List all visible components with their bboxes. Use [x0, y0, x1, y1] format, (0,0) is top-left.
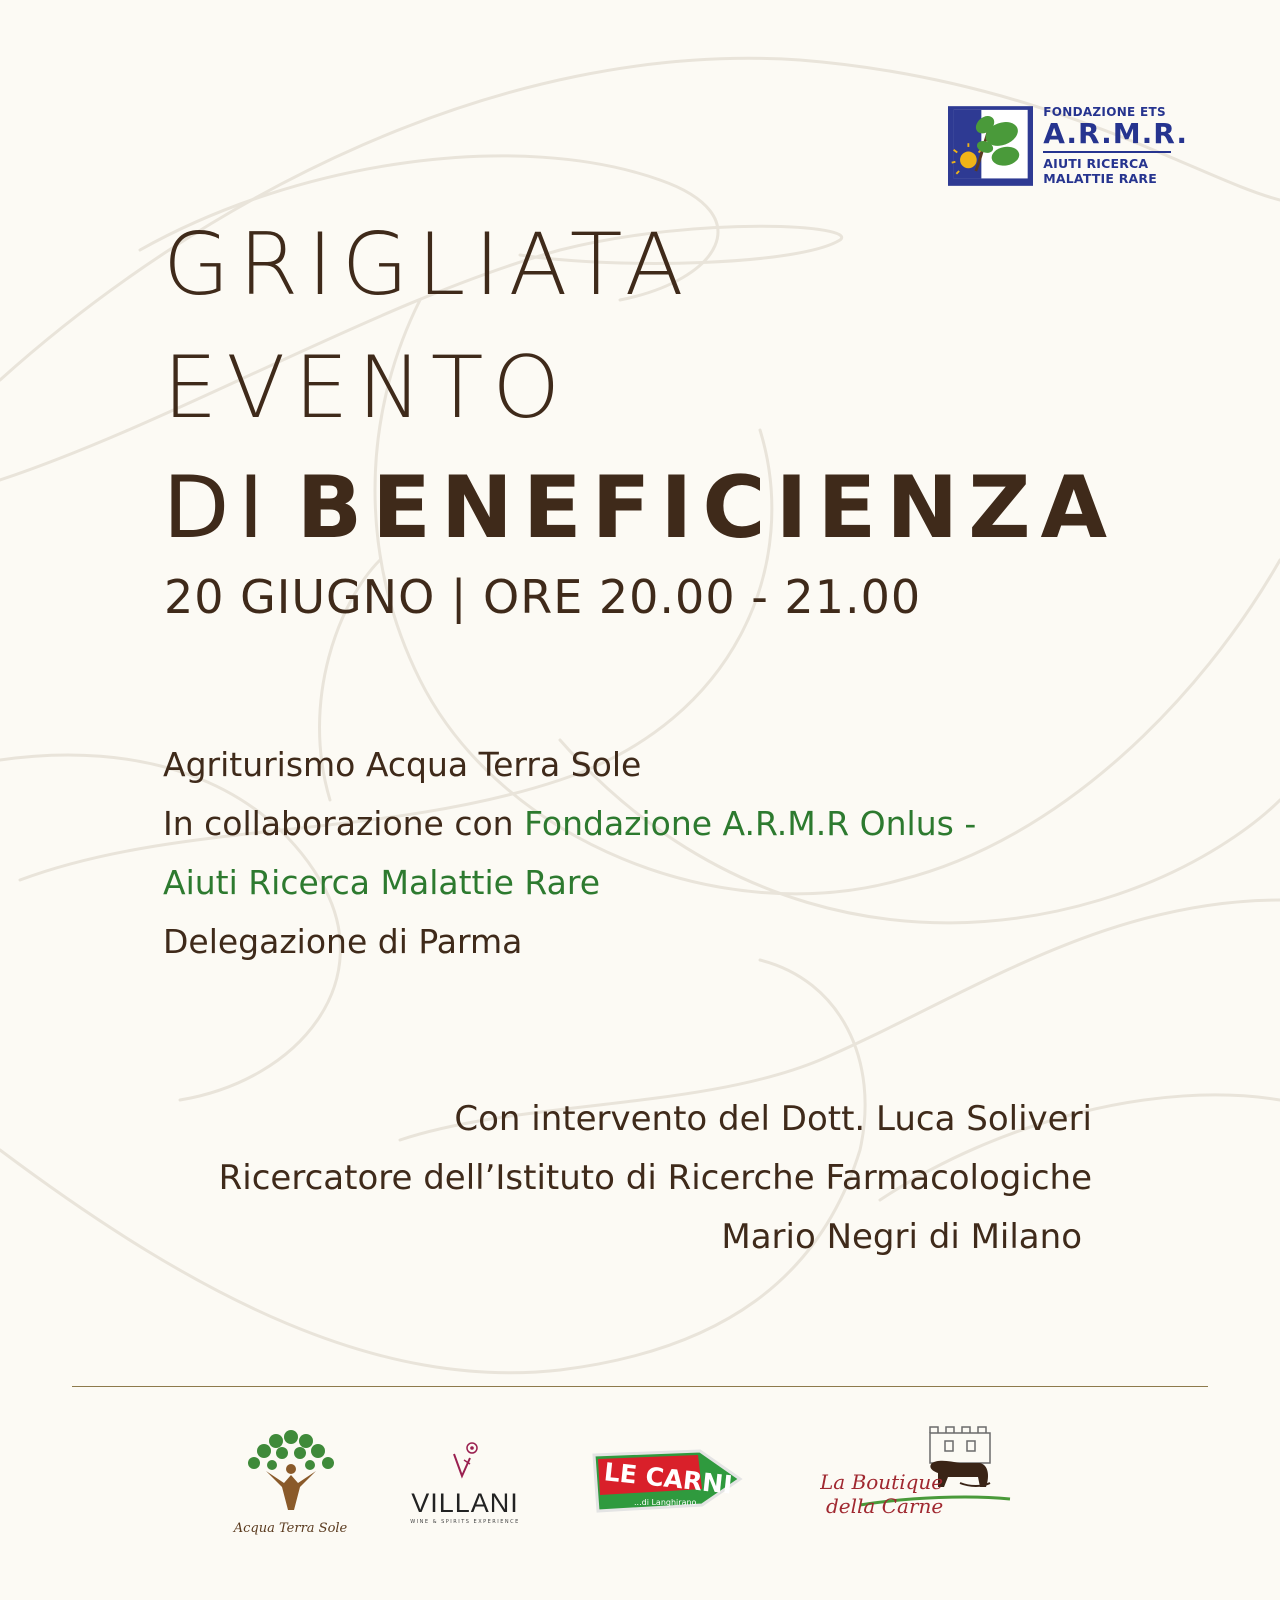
title-line-3-prefix: DI: [163, 458, 273, 558]
delegation-line: Delegazione di Parma: [163, 922, 523, 961]
le-carni-sub-text: ...di Langhirano: [634, 1498, 697, 1507]
logo-line-1: FONDAZIONE ETS: [1043, 105, 1166, 119]
collaboration-prefix: In collaborazione con: [163, 804, 525, 843]
sponsor-villani: [400, 1440, 530, 1530]
speaker-line-3: Mario Negri di Milano: [721, 1217, 1082, 1257]
foundation-link: Fondazione A.R.M.R Onlus -: [524, 804, 977, 843]
speaker-line-2: Ricercatore dell’Istituto di Ricerche Farmacologiche: [218, 1158, 1092, 1198]
boutique-line-1: La Boutique: [820, 1470, 944, 1494]
sponsor-boutique-carne: [820, 1425, 1020, 1535]
armr-logo: [948, 100, 1188, 192]
collaboration-line: [163, 794, 976, 853]
boutique-line-2: della Carne: [826, 1494, 944, 1518]
title-line-3-bold: BENEFICIENZA: [296, 458, 1118, 558]
venue-line: Agriturismo Acqua Terra Sole: [163, 745, 642, 784]
sponsor-le-carni: [590, 1445, 750, 1515]
boutique-logo-icon: [820, 1425, 1020, 1535]
sponsor-acqua-terra-sole: [228, 1425, 353, 1545]
armr-logo-text: [1043, 106, 1188, 186]
event-datetime: 20 GIUGNO | ORE 20.00 - 21.00: [164, 570, 922, 624]
title-line-3: [163, 458, 1118, 558]
tree-person-icon: [236, 1425, 346, 1515]
title-line-1: GRIGLIATA: [163, 215, 693, 315]
speaker-info: [219, 1090, 1092, 1267]
sponsor-villani-sub: WINE & SPIRITS EXPERIENCE: [410, 1519, 520, 1525]
footer-divider: [72, 1386, 1208, 1387]
logo-line-2: A.R.M.R.: [1043, 117, 1188, 150]
villani-emblem-icon: [440, 1440, 490, 1482]
le-carni-logo-icon: [590, 1445, 750, 1515]
leaf-sun-logo-icon: [948, 103, 1033, 189]
logo-line-3: AIUTI RICERCA: [1043, 156, 1149, 171]
le-carni-text: LE CARNI: [602, 1457, 734, 1500]
sponsor-acqua-terra-sole-name: Acqua Terra Sole: [233, 1521, 348, 1536]
title-line-2: EVENTO: [163, 338, 570, 438]
speaker-line-1: Con intervento del Dott. Luca Soliveri: [454, 1099, 1092, 1139]
sponsor-villani-name: VILLANI: [411, 1488, 519, 1518]
foundation-link-continued: Aiuti Ricerca Malattie Rare: [163, 863, 600, 902]
event-description: [163, 735, 976, 971]
logo-rule: [1043, 151, 1171, 153]
logo-line-4: MALATTIE RARE: [1043, 171, 1157, 186]
